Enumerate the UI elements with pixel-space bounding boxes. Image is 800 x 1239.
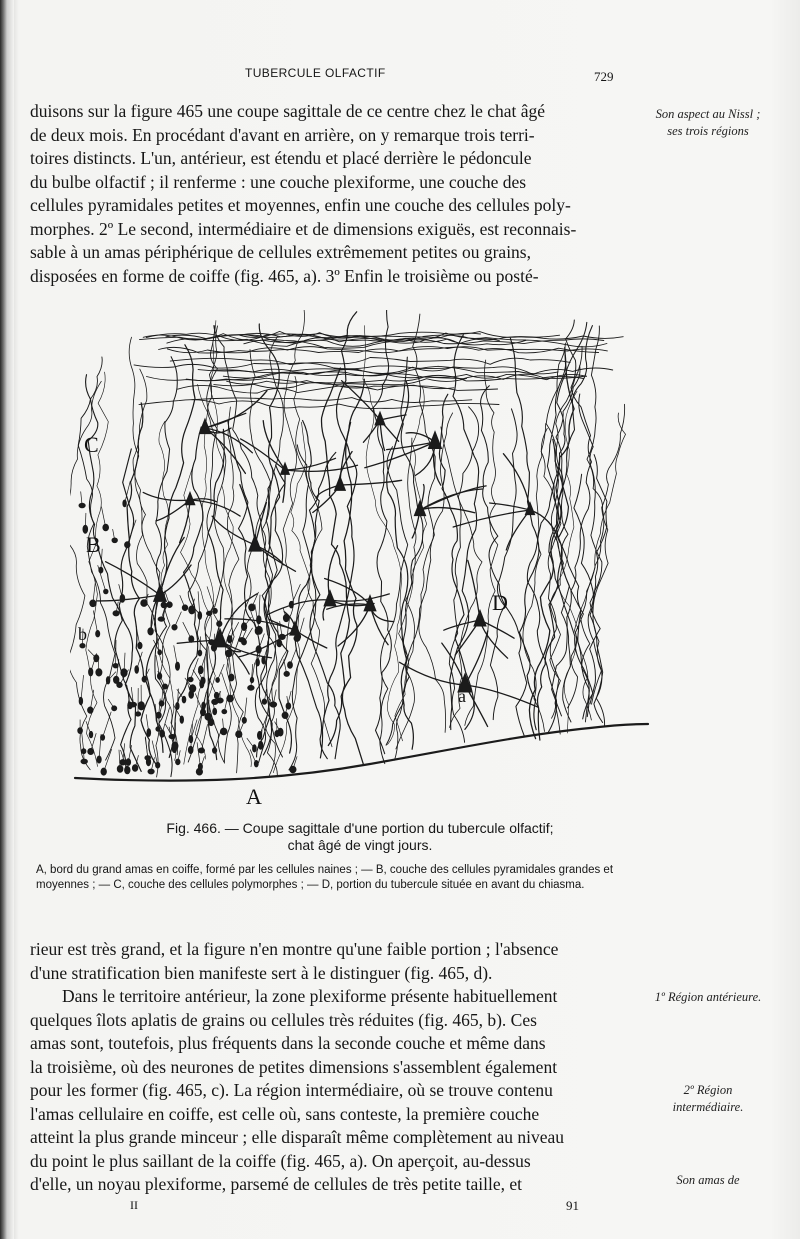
dendrite bbox=[220, 594, 257, 640]
granule-cell bbox=[78, 728, 82, 734]
sheet-number: 91 bbox=[566, 1198, 579, 1213]
dendrite bbox=[240, 485, 255, 545]
granule-cell bbox=[138, 643, 142, 649]
neuron-process bbox=[419, 413, 453, 733]
figure-caption-line: chat âgé de vingt jours. bbox=[287, 837, 433, 853]
granule-cell bbox=[112, 538, 117, 542]
text-line: l'amas cellulaire en coiffe, est celle où, sans conteste, la première couche bbox=[30, 1103, 540, 1124]
granule-cell bbox=[182, 605, 187, 610]
plexiform-fiber bbox=[178, 385, 498, 393]
granule-cell bbox=[88, 749, 94, 755]
granule-cell bbox=[190, 685, 196, 692]
granule-cell bbox=[256, 627, 262, 635]
figure-label-A: A bbox=[246, 784, 262, 809]
granule-cell bbox=[250, 677, 253, 682]
granule-cell bbox=[182, 696, 185, 702]
granule-cell bbox=[226, 650, 232, 657]
granule-cell bbox=[103, 524, 108, 530]
neuron-process bbox=[481, 386, 527, 737]
short-process bbox=[201, 725, 207, 751]
granule-cell bbox=[198, 612, 201, 620]
text-line: toires distincts. L'un, antérieur, est étendu et placé derrière le pédoncule bbox=[30, 148, 532, 168]
granule-cell bbox=[169, 735, 175, 739]
dendrite bbox=[156, 500, 190, 521]
pyramidal-cell bbox=[154, 585, 166, 601]
neuron-process bbox=[510, 338, 539, 730]
paragraph-1 bbox=[30, 100, 637, 288]
figure-legend: A, bord du grand amas en coiffe, formé par les cellules naines ; — B, couche des cellules pyramidales grandes et moyennes ; — C, couche des cellules polymorphes ; — D, portion du tubercule située en avant du chiasma. bbox=[36, 864, 614, 891]
plexiform-fiber bbox=[170, 358, 570, 365]
granule-cell bbox=[180, 716, 183, 723]
granule-cell bbox=[242, 718, 246, 724]
granule-cell bbox=[222, 710, 227, 714]
granule-cell bbox=[176, 703, 179, 710]
running-header-title: TUBERCULE OLFACTIF bbox=[245, 66, 386, 80]
granule-cell bbox=[176, 759, 180, 764]
granule-cell bbox=[189, 606, 195, 614]
granule-cell bbox=[79, 503, 85, 507]
granule-cell bbox=[215, 693, 219, 699]
granule-cell bbox=[128, 702, 132, 708]
pyramidal-cell bbox=[429, 432, 442, 449]
granule-cell bbox=[125, 542, 130, 548]
granule-cell bbox=[257, 616, 261, 624]
granule-cell bbox=[209, 640, 214, 645]
granule-cell bbox=[201, 677, 205, 684]
granule-cell bbox=[141, 600, 147, 606]
granule-cell bbox=[107, 677, 110, 684]
figure-label-B: B bbox=[86, 532, 101, 557]
granule-cell bbox=[120, 595, 124, 603]
dendrite bbox=[420, 508, 475, 513]
dendrite bbox=[97, 595, 160, 601]
granule-cell bbox=[101, 768, 106, 775]
text-line: cellules pyramidales petites et moyennes, enfin une couche des cellules poly- bbox=[30, 195, 571, 215]
granule-cell bbox=[79, 697, 82, 704]
granule-cell bbox=[125, 767, 130, 774]
granule-cell bbox=[142, 676, 146, 682]
pyramidal-cell bbox=[375, 412, 385, 425]
neuron-process bbox=[78, 357, 115, 760]
margin-note-amas: Son amas de bbox=[676, 1173, 740, 1187]
neuron-process bbox=[228, 420, 270, 757]
neuron-process bbox=[556, 366, 580, 722]
granule-cell bbox=[249, 604, 255, 611]
granule-cell bbox=[248, 686, 254, 691]
granule-cell bbox=[262, 657, 265, 664]
granule-cell bbox=[289, 602, 293, 608]
granule-cell bbox=[228, 636, 232, 643]
granule-cell bbox=[284, 672, 289, 677]
granule-cell bbox=[161, 602, 166, 607]
granule-cell bbox=[236, 731, 242, 737]
pyramidal-cell bbox=[185, 493, 194, 505]
granule-cell bbox=[221, 728, 227, 734]
granule-cell bbox=[99, 567, 103, 573]
granule-cell bbox=[156, 712, 161, 718]
text-line: duisons sur la figure 465 une coupe sagittale de ce centre chez le chat âgé bbox=[30, 101, 546, 121]
dendrite bbox=[263, 421, 285, 470]
granule-cell bbox=[117, 682, 122, 687]
granule-cell bbox=[113, 664, 118, 668]
neuron-process bbox=[320, 312, 356, 758]
granule-cell bbox=[279, 634, 285, 639]
granule-cell bbox=[113, 611, 119, 616]
granule-cell bbox=[156, 763, 160, 768]
granule-cell bbox=[96, 631, 100, 637]
granule-cell bbox=[229, 674, 234, 681]
granule-cell bbox=[216, 678, 219, 683]
granule-cell bbox=[145, 756, 150, 760]
granule-cell bbox=[167, 602, 172, 607]
neuron-process bbox=[450, 335, 479, 730]
short-process bbox=[207, 587, 215, 611]
printer-signature: II bbox=[130, 1198, 138, 1212]
granule-cell bbox=[189, 746, 193, 753]
granule-cell bbox=[227, 695, 233, 701]
granule-cell bbox=[104, 589, 108, 593]
dendrite bbox=[255, 545, 296, 571]
text-line: atteint la plus grande minceur ; elle disparaît même complètement au niveau bbox=[30, 1127, 565, 1147]
granule-cell bbox=[242, 623, 247, 631]
granule-cell bbox=[262, 699, 266, 704]
text-line: rieur est très grand, et la figure n'en montre qu'une faible portion ; l'absence bbox=[30, 939, 559, 959]
granule-cell bbox=[201, 709, 206, 716]
text-line: Dans le territoire antérieur, la zone plexiforme présente habituellement bbox=[62, 986, 558, 1006]
granule-cell bbox=[207, 611, 212, 615]
figure-caption bbox=[100, 820, 620, 854]
granule-cell bbox=[158, 650, 161, 655]
granule-cell bbox=[120, 760, 126, 765]
figure-label-C: C bbox=[84, 432, 99, 457]
granule-cell bbox=[126, 759, 130, 765]
granule-cell bbox=[290, 766, 296, 772]
granule-cell bbox=[158, 617, 164, 621]
granule-cell bbox=[239, 638, 245, 642]
granule-cell bbox=[213, 708, 217, 714]
text-line: du bulbe olfactif ; il renferme : une couche plexiforme, une couche des bbox=[30, 171, 527, 192]
granule-cell bbox=[156, 727, 160, 731]
text-line: la troisième, où des neurones de petites dimensions s'assemblent également bbox=[30, 1056, 558, 1077]
granule-cell bbox=[205, 713, 211, 720]
granule-cell bbox=[176, 662, 180, 670]
figure-label-b: b bbox=[78, 624, 87, 644]
text-line: morphes. 2º Le second, intermédiaire et de dimensions exiguës, est reconnais- bbox=[30, 218, 577, 239]
granule-cell bbox=[259, 741, 263, 749]
granule-cell bbox=[88, 707, 93, 713]
granule-cell bbox=[277, 640, 282, 647]
text-line: disposées en forme de coiffe (fig. 465, a). 3º Enfin le troisième ou posté- bbox=[30, 265, 539, 286]
dendrite bbox=[106, 562, 160, 595]
dendrite bbox=[503, 454, 530, 510]
neuron-process bbox=[294, 376, 332, 746]
granule-cell bbox=[213, 609, 217, 614]
granule-cell bbox=[159, 701, 164, 706]
granule-cell bbox=[133, 765, 138, 771]
granule-cell bbox=[288, 662, 293, 668]
granule-cell bbox=[189, 636, 194, 642]
margin-note-region-2: 2º Région intermédiaire. bbox=[672, 1083, 744, 1114]
neuron-process bbox=[590, 455, 607, 704]
neuron-process bbox=[541, 424, 563, 719]
dendrite bbox=[406, 433, 435, 442]
granule-cell bbox=[256, 659, 259, 666]
granule-cell bbox=[81, 759, 87, 763]
granule-cell bbox=[90, 600, 96, 606]
granule-cell bbox=[189, 736, 192, 743]
dendrite bbox=[143, 492, 190, 500]
pyramidal-cell bbox=[213, 629, 227, 647]
granule-cell bbox=[101, 735, 105, 740]
granule-cell bbox=[135, 666, 138, 673]
neuron-process bbox=[129, 337, 177, 755]
neuron-process bbox=[439, 394, 474, 729]
short-process bbox=[152, 741, 158, 765]
granule-cell bbox=[188, 677, 193, 681]
granule-cell bbox=[253, 745, 256, 752]
granule-cell bbox=[199, 764, 203, 770]
granule-cell bbox=[117, 766, 122, 773]
text-line: amas sont, toutefois, plus fréquents dans la seconde couche et même dans bbox=[30, 1033, 546, 1053]
neuron-process bbox=[328, 379, 364, 745]
granule-cell bbox=[96, 669, 102, 676]
granule-cell bbox=[121, 669, 127, 677]
text-line: pour les former (fig. 465, c). La région intermédiaire, où se trouve contenu bbox=[30, 1080, 553, 1100]
text-line: d'une stratification bien manifeste sert à le distinguer (fig. 465, d). bbox=[30, 962, 493, 983]
neuron-process bbox=[380, 447, 408, 764]
neuron-process bbox=[273, 422, 310, 773]
figure-label-D: D bbox=[492, 590, 508, 615]
short-process bbox=[146, 737, 148, 758]
granule-cell bbox=[158, 673, 162, 679]
pyramidal-cell bbox=[324, 591, 336, 606]
granule-cell bbox=[282, 712, 288, 718]
pyramidal-cell bbox=[474, 611, 486, 626]
margin-note-region-1: 1º Région antérieure. bbox=[654, 990, 762, 1004]
granule-cell bbox=[160, 730, 165, 737]
granule-cell bbox=[89, 668, 93, 676]
granule-cell bbox=[256, 646, 261, 653]
granule-cell bbox=[286, 703, 290, 709]
granule-cell bbox=[172, 625, 177, 630]
granule-cell bbox=[123, 500, 126, 507]
granule-cell bbox=[89, 732, 92, 738]
neuron-process bbox=[490, 409, 517, 720]
granule-cell bbox=[94, 655, 99, 662]
granule-cell bbox=[163, 684, 168, 689]
granule-cell bbox=[148, 628, 153, 635]
dendrite bbox=[400, 662, 466, 685]
dendrite bbox=[490, 503, 530, 510]
neuron-process bbox=[146, 345, 195, 753]
neuron-process bbox=[227, 407, 244, 773]
granule-cell bbox=[213, 748, 217, 753]
granule-cell bbox=[135, 712, 140, 716]
granule-cell bbox=[148, 769, 154, 774]
granule-cell bbox=[112, 706, 117, 711]
granule-cell bbox=[284, 615, 289, 622]
dendrite bbox=[365, 442, 435, 468]
granule-cell bbox=[202, 702, 205, 709]
figure-label-a: a bbox=[458, 686, 466, 706]
short-process bbox=[103, 712, 112, 738]
granule-cell bbox=[270, 702, 276, 707]
granule-cell bbox=[258, 732, 262, 740]
granule-cell bbox=[199, 666, 203, 673]
granule-cell bbox=[212, 699, 218, 704]
granule-cell bbox=[80, 644, 85, 648]
text-line: de deux mois. En procédant d'avant en arrière, on y remarque trois terri- bbox=[30, 124, 535, 145]
text-line: d'elle, un noyau plexiforme, parsemé de cellules de très petite taille, et bbox=[30, 1174, 522, 1194]
granule-cell bbox=[138, 702, 144, 710]
plexiform-fiber bbox=[227, 378, 467, 384]
neuron-illustration bbox=[70, 310, 650, 810]
granule-cell bbox=[278, 728, 283, 736]
dendrite bbox=[212, 516, 255, 545]
granule-cell bbox=[97, 756, 101, 763]
figure-caption-line: Fig. 466. — Coupe sagittale d'une portion du tubercule olfactif; bbox=[166, 820, 554, 836]
pyramidal-cell bbox=[335, 477, 345, 491]
granule-cell bbox=[198, 650, 201, 656]
text-line: quelques îlots aplatis de grains ou cellules très réduites (fig. 465, b). Ces bbox=[30, 1009, 537, 1030]
granule-cell bbox=[255, 761, 259, 767]
paragraph-2 bbox=[30, 938, 637, 985]
granule-cell bbox=[217, 621, 222, 626]
granule-cell bbox=[82, 749, 86, 754]
text-line: du point le plus saillant de la coiffe (fig. 465, a). On aperçoit, au-dessus bbox=[30, 1150, 531, 1171]
granule-cell bbox=[172, 742, 178, 749]
text-line: sable à un amas périphérique de cellules extrêmement petites ou grains, bbox=[30, 242, 531, 262]
page-number: 729 bbox=[594, 69, 614, 84]
margin-note-aspect: Son aspect au Nissl ; ses trois régions bbox=[655, 107, 761, 138]
granule-cell bbox=[147, 729, 150, 737]
neuron-drawing-figure bbox=[70, 310, 650, 810]
granule-cell bbox=[198, 748, 204, 753]
paragraph-3 bbox=[30, 985, 637, 1197]
neuron-process bbox=[574, 474, 603, 722]
